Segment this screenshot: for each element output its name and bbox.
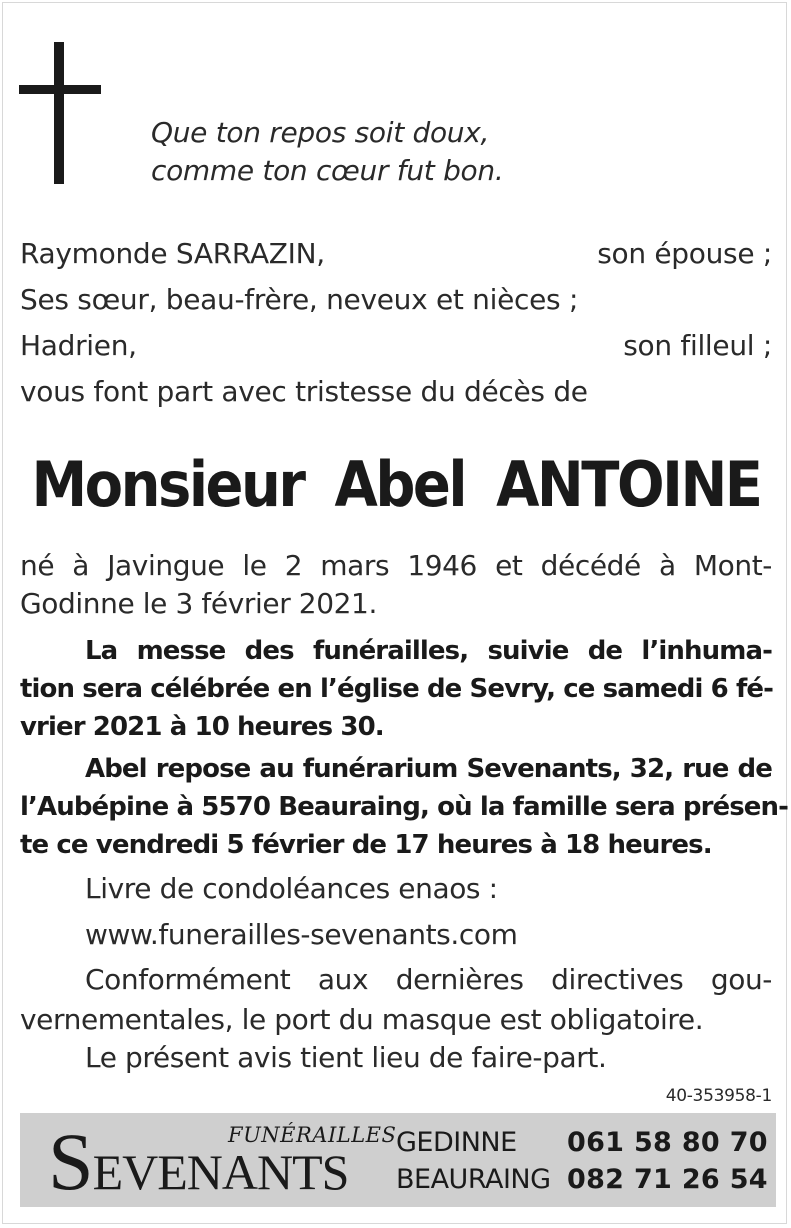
condolences-label: Livre de condoléances enaos : [85,872,498,905]
birth-line-2: Godinne le 3 février 2021. [20,587,377,620]
family-member-name: Raymonde SARRAZIN, [20,237,325,270]
contact-beauraing [396,1162,768,1198]
reference-number: 40-353958-1 [665,1086,772,1106]
birth-line-1: né à Javingue le 2 mars 1946 et décédé à Mont- [20,549,772,582]
directives-line-2: vernementales, le port du masque est obligatoire. [20,1003,704,1036]
condolences-url[interactable]: www.funerailles-sevenants.com [85,918,518,951]
family-member-relation: son filleul ; [623,329,772,362]
logo-initial: S [48,1116,93,1207]
repose-line-2: l’Aubépine à 5570 Beauraing, où la famille sera présen- [20,792,789,822]
family-member-relation: son épouse ; [597,237,772,270]
directives-line-1: Conformément aux dernières directives gou- [85,963,772,996]
family-member-name: Hadrien, [20,329,137,362]
family-line-2 [20,280,772,320]
funeral-line-3: vrier 2021 à 10 heures 30. [20,712,384,742]
directives-paragraph [20,960,772,1040]
deceased-name: Monsieur Abel ANTOINE [31,449,761,522]
family-line-1 [20,234,772,274]
contact-gedinne [396,1125,768,1161]
family-line-3 [20,326,772,366]
funeral-paragraph [20,632,772,746]
contact-phone[interactable]: 082 71 26 54 [567,1164,768,1195]
family-member-name: Ses sœur, beau-frère, neveux et nièces ; [20,283,579,316]
contact-city: BEAURAING [396,1164,551,1195]
funeral-line-2: tion sera célébrée en l’église de Sevry, ce samedi 6 fé- [20,674,774,704]
family-line-4 [20,372,772,412]
announcement-text: vous font part avec tristesse du décès de [20,375,588,408]
logo-wordmark [48,1116,349,1215]
funeral-home-banner [20,1113,776,1207]
repose-paragraph [20,750,789,864]
logo-subtitle: FUNÉRAILLES [228,1123,397,1147]
logo-rest: EVENANTS [92,1144,349,1200]
contact-city: GEDINNE [396,1127,517,1158]
epigraph [151,114,503,190]
epigraph-line-1: Que ton repos soit doux, [151,116,490,149]
repose-line-3: te ce vendredi 5 février de 17 heures à 18 heures. [20,830,712,860]
epigraph-line-2: comme ton cœur fut bon. [151,154,504,187]
repose-line-1: Abel repose au funérarium Sevenants, 32, rue de [85,754,772,784]
contact-phone[interactable]: 061 58 80 70 [567,1127,768,1158]
closing-text: Le présent avis tient lieu de faire-part. [85,1041,607,1074]
funeral-line-1: La messe des funérailles, suivie de l’inhuma- [85,636,772,666]
